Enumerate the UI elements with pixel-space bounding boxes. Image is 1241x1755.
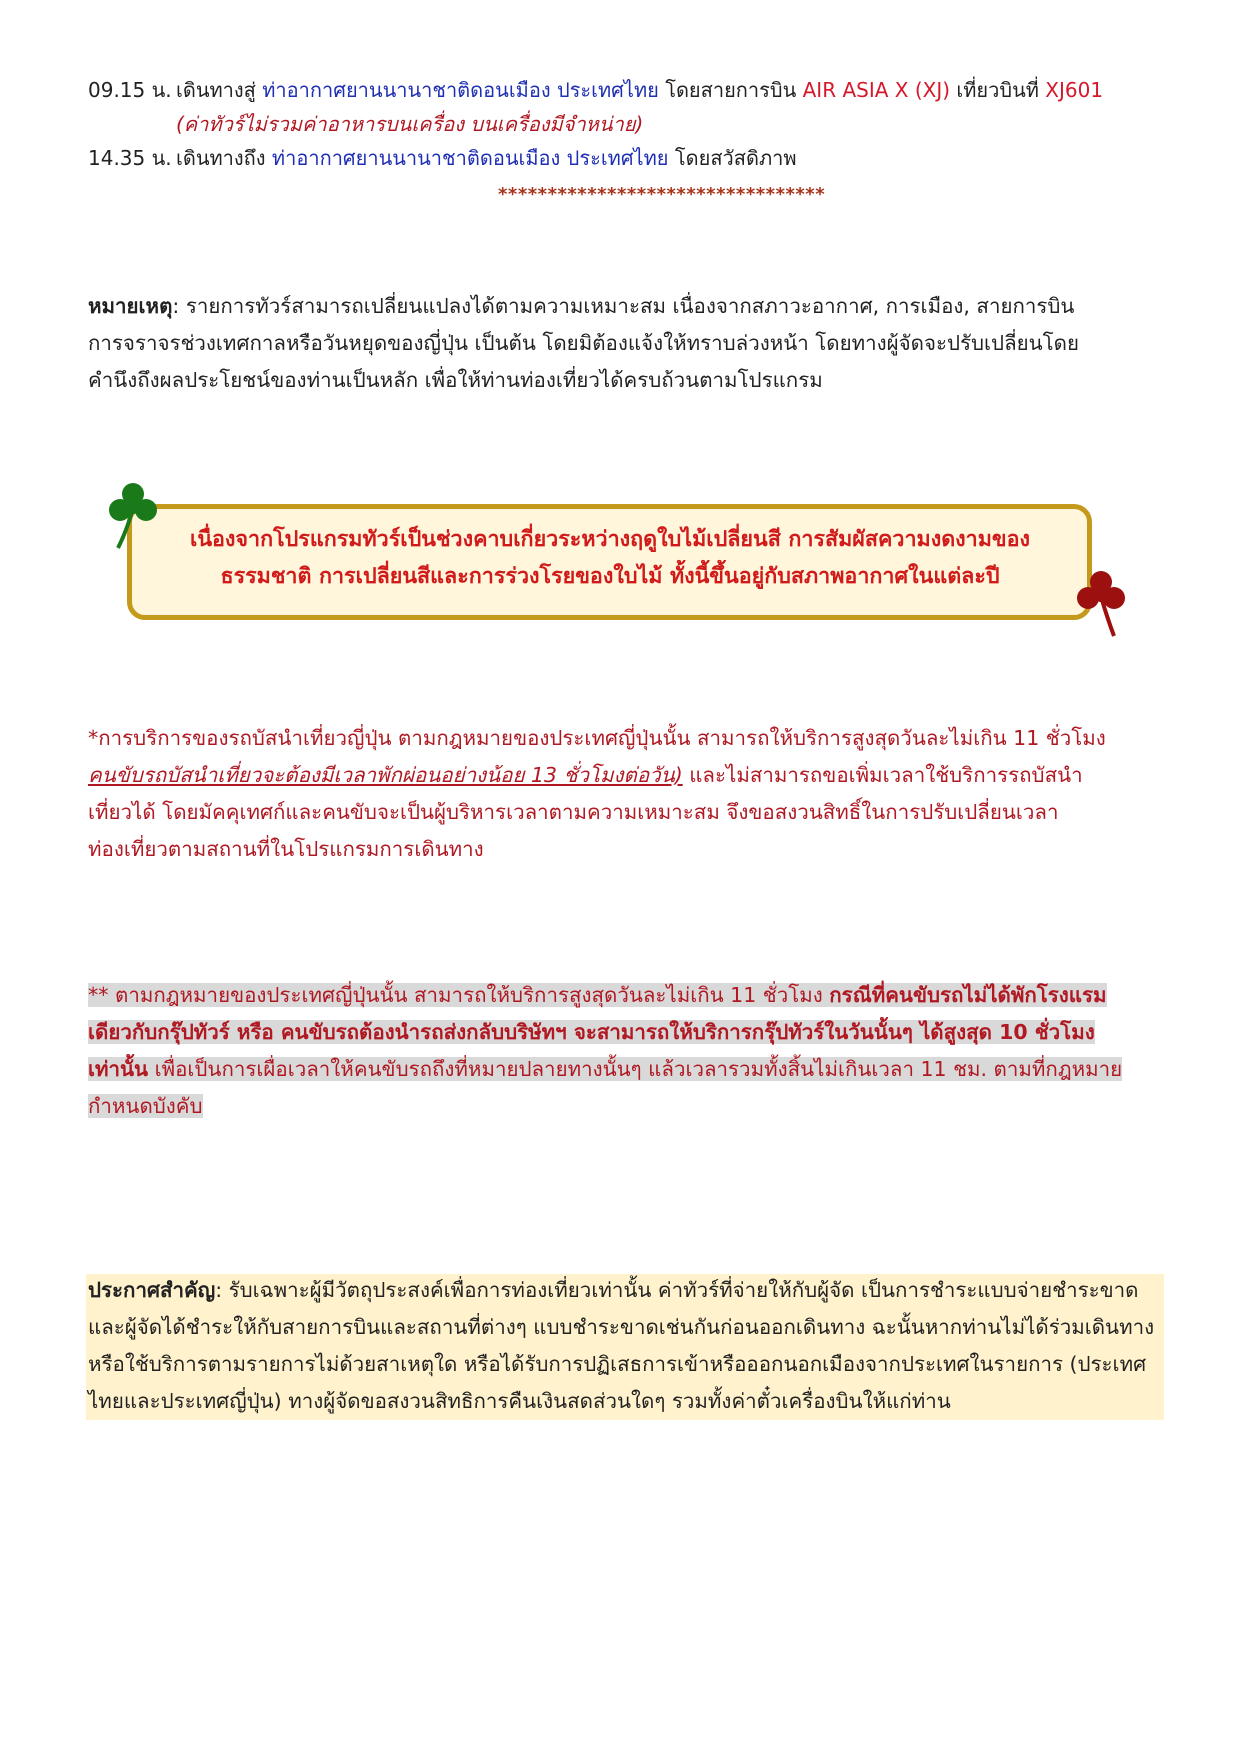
meal-note: (ค่าทัวร์ไม่รวมค่าอาหารบนเครื่อง บนเครื่องมีจำหน่าย): [176, 112, 644, 136]
itinerary-pre-1: เดินทางสู่: [176, 78, 263, 102]
departure-airport: ท่าอากาศยานนานาชาติดอนเมือง ประเทศไทย: [262, 78, 659, 102]
red-clover-icon: [1068, 568, 1134, 640]
green-clover-icon: [100, 480, 166, 552]
bus-note-line-1: *การบริการของรถบัสนำเที่ยวญี่ปุ่น ตามกฎหมายของประเทศญี่ปุ่นนั้น สามารถให้บริการสูงสุดวันละไม่เกิน 11 ชั่วโมง: [88, 726, 1106, 750]
bus-note-line-4: ท่องเที่ยวตามสถานที่ในโปรแกรมการเดินทาง: [88, 837, 484, 861]
remark-label: หมายเหตุ: [88, 294, 173, 318]
notice-line-2: ธรรมชาติ การเปลี่ยนสีและการร่วงโรยของใบไม้ ทั้งนี้ขึ้นอยู่กับสภาพอากาศในแต่ละปี: [220, 564, 1000, 589]
airline-name: AIR ASIA X (XJ): [802, 78, 951, 102]
itinerary-row-1: [88, 75, 172, 105]
announcement-label: ประกาศสำคัญ: [88, 1278, 216, 1302]
law-note-line-1-bold: กรณีที่คนขับรถไม่ได้พักโรงแรม: [829, 983, 1107, 1007]
itinerary-mid2-1: เที่ยวบินที่: [950, 78, 1046, 102]
driver-law-note: [88, 977, 1163, 1125]
announcement-line-4: ไทยและประเทศญี่ปุ่น) ทางผู้จัดขอสงวนสิทธิการคืนเงินสดส่วนใดๆ รวมทั้งค่าตั๋วเครื่องบินให้แก่ท่าน: [88, 1389, 951, 1413]
flight-number: XJ601: [1045, 78, 1104, 102]
remark-paragraph: [88, 288, 1163, 399]
autumn-notice-text: [150, 521, 1070, 595]
remark-line-3: คำนึงถึงผลประโยชน์ของท่านเป็นหลัก เพื่อให้ท่านท่องเที่ยวได้ครบถ้วนตามโปรแกรม: [88, 368, 823, 392]
law-note-line-2-bold: เดียวกับกรุ๊ปทัวร์ หรือ คนขับรถต้องนำรถส่งกลับบริษัทฯ จะสามารถให้บริการกรุ๊ปทัวร์ในวันนั้นๆ ได้สูงสุด 10 ชั่วโมง: [88, 1020, 1095, 1044]
law-note-line-3-bold: เท่านั้น: [88, 1057, 149, 1081]
remark-line-1: : รายการทัวร์สามารถเปลี่ยนแปลงได้ตามความเหมาะสม เนื่องจากสภาวะอากาศ, การเมือง, สายการบิน: [172, 294, 1075, 318]
remark-line-2: การจราจรช่วงเทศกาลหรือวันหยุดของญี่ปุ่น เป็นต้น โดยมิต้องแจ้งให้ทราบล่วงหน้า โดยทางผู้จัดจะปรับเปลี่ยนโดย: [88, 331, 1079, 355]
bus-service-note: [88, 720, 1163, 868]
bus-note-line-2: และไม่สามารถขอเพิ่มเวลาใช้บริการรถบัสนำ: [682, 763, 1083, 787]
law-note-line-1: ** ตามกฎหมายของประเทศญี่ปุ่นนั้น สามารถให้บริการสูงสุดวันละไม่เกิน 11 ชั่วโมง: [88, 983, 830, 1007]
announcement-line-2: และผู้จัดได้ชำระให้กับสายการบินและสถานที่ต่างๆ แบบชำระขาดเช่นกันก่อนออกเดินทาง ฉะนั้นหากท่านไม่ได้ร่วมเดินทาง: [88, 1315, 1155, 1339]
itinerary-time-2: 14.35 น.: [88, 146, 172, 170]
notice-line-1: เนื่องจากโปรแกรมทัวร์เป็นช่วงคาบเกี่ยวระหว่างฤดูใบไม้เปลี่ยนสี การสัมผัสความงดงามของ: [189, 527, 1031, 552]
itinerary-desc-2: [176, 143, 797, 173]
separator-stars: *********************************: [498, 184, 826, 205]
itinerary-pre-2: เดินทางถึง: [176, 146, 272, 170]
announcement-line-1: : รับเฉพาะผู้มีวัตถุประสงค์เพื่อการท่องเที่ยวเท่านั้น ค่าทัวร์ที่จ่ายให้กับผู้จัด เป็นการชำระแบบจ่ายชำระขาด: [215, 1278, 1139, 1302]
announcement-line-3: หรือใช้บริการตามรายการไม่ด้วยสาเหตุใด หรือได้รับการปฏิเสธการเข้าหรือออกนอกเมืองจากประเทศในรายการ (ประเทศ: [88, 1352, 1147, 1376]
itinerary-time-1: 09.15 น.: [88, 78, 172, 102]
bus-note-line-3: เที่ยวได้ โดยมัคคุเทศก์และคนขับจะเป็นผู้บริหารเวลาตามความเหมาะสม จึงขอสงวนสิทธิ์ในการปรับเปลี่ยนเวลา: [88, 800, 1059, 824]
law-note-line-3: เพื่อเป็นการเผื่อเวลาให้คนขับรถถึงที่หมายปลายทางนั้นๆ แล้วเวลารวมทั้งสิ้นไม่เกินเวลา 11 ชม. ตามที่กฎหมาย: [148, 1057, 1123, 1081]
arrival-airport: ท่าอากาศยานนานาชาติดอนเมือง ประเทศไทย: [271, 146, 669, 170]
important-announcement: [88, 1272, 1163, 1420]
driver-rest-note: คนขับรถบัสนำเที่ยวจะต้องมีเวลาพักผ่อนอย่างน้อย 13 ชั่วโมงต่อวัน): [88, 763, 683, 787]
itinerary-mid-1: โดยสายการบิน: [658, 78, 803, 102]
law-note-line-4: กำหนดบังคับ: [88, 1094, 203, 1118]
itinerary-desc-1: [176, 75, 1103, 105]
itinerary-post-2: โดยสวัสดิภาพ: [668, 146, 797, 170]
